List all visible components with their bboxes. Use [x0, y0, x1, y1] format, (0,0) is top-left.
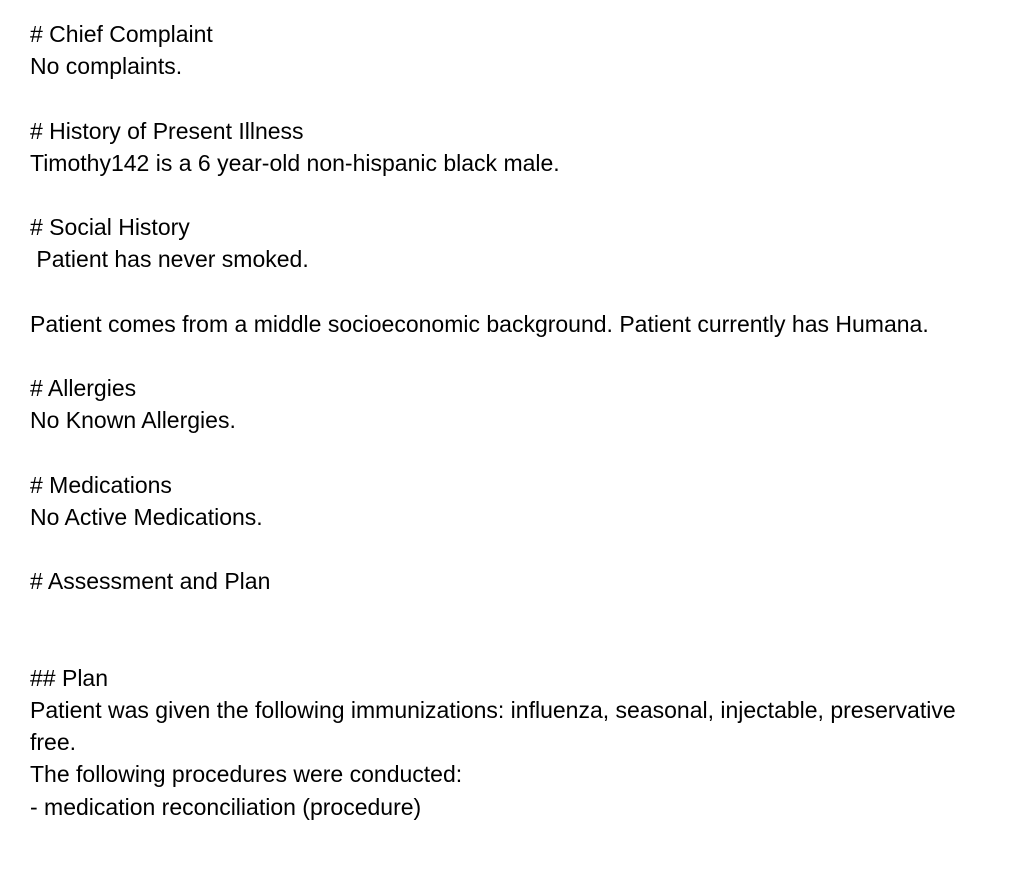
blank-line — [30, 436, 956, 468]
text-line: No Active Medications. — [30, 503, 263, 530]
blank-line — [30, 340, 956, 372]
text-line: Patient has never smoked. — [30, 246, 309, 273]
text-line: No complaints. — [30, 53, 183, 80]
text-line: No Known Allergies. — [30, 407, 236, 434]
text-line: Timothy142 is a 6 year-old non-hispanic black male. — [30, 149, 560, 176]
blank-line — [30, 82, 956, 114]
section-heading: # History of Present Illness — [30, 117, 304, 144]
text-line: Patient was given the following immunizations: influenza, seasonal, injectable, preservative — [30, 696, 956, 723]
text-line: - medication reconciliation (procedure) — [30, 793, 422, 820]
section-heading: # Allergies — [30, 375, 137, 402]
text-line: The following procedures were conducted: — [30, 761, 463, 788]
section-heading: # Chief Complaint — [30, 21, 213, 47]
blank-line — [30, 533, 956, 565]
section-heading: # Assessment and Plan — [30, 568, 271, 595]
blank-line — [30, 597, 956, 629]
text-line: Patient comes from a middle socioeconomic background. Patient currently has Humana. — [30, 310, 929, 337]
blank-line — [30, 630, 956, 662]
blank-line — [30, 179, 956, 211]
section-heading: # Medications — [30, 471, 172, 498]
text-line: free. — [30, 729, 77, 756]
section-heading: ## Plan — [30, 664, 109, 691]
blank-line — [30, 276, 956, 308]
section-heading: # Social History — [30, 214, 190, 241]
clinical-note — [30, 18, 956, 823]
